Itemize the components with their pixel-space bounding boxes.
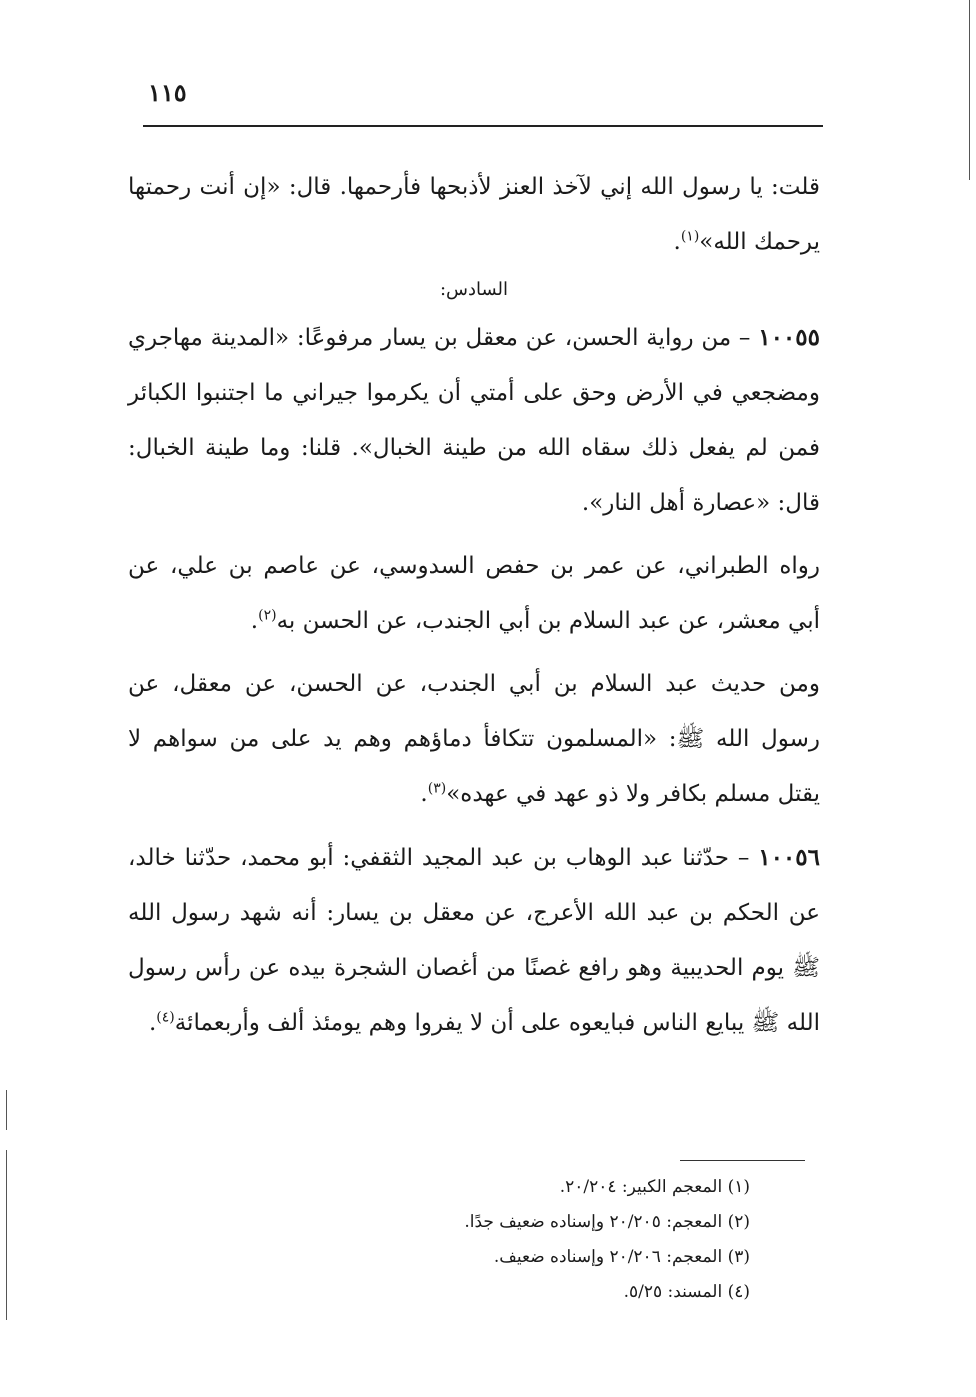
footnote-ref-1: (١) bbox=[680, 228, 700, 245]
scan-edge-mark bbox=[6, 1150, 7, 1320]
footnote-ref-3: (٣) bbox=[427, 780, 447, 797]
footnote-ref-2: (٢) bbox=[258, 607, 277, 624]
paragraph-2 bbox=[128, 310, 820, 531]
footnote-3: (٣) المعجم: ٢٠/٢٠٦ وإسناده ضعيف. bbox=[493, 1247, 750, 1267]
header-rule bbox=[143, 125, 823, 127]
footnote-4: (٤) المسند: ٥/٢٥. bbox=[623, 1282, 750, 1302]
section-title: السادس: bbox=[439, 279, 509, 300]
paragraph-1 bbox=[128, 160, 820, 270]
hadith-number-10055: ١٠٠٥٥ bbox=[758, 324, 820, 351]
paragraph-2-text: – من رواية الحسن، عن معقل بن يسار مرفوعًا: «المدينة مهاجري ومضجعي في الأرض وحق على أمتي أن يكرموا جيراني ما اجتنبوا الكبائر فمن لم يفعل ذلك سقاه الله من طينة الخبال». قلنا: وما طينة الخبال: قال: «عصارة أهل النار». bbox=[128, 325, 820, 516]
paragraph-3-end: . bbox=[250, 608, 259, 634]
page-number: ١١٥ bbox=[148, 78, 187, 107]
hadith-number-10056: ١٠٠٥٦ bbox=[758, 844, 820, 871]
scan-edge-mark bbox=[969, 0, 970, 180]
paragraph-5-end: . bbox=[148, 1010, 157, 1036]
body-text bbox=[128, 160, 820, 1051]
paragraph-1-end: . bbox=[673, 229, 681, 255]
footnote-2: (٢) المعجم: ٢٠/٢٠٥ وإسناده ضعيف جدًا. bbox=[464, 1212, 750, 1232]
paragraph-4-text: ومن حديث عبد السلام بن أبي الجندب، عن الحسن، عن معقل، عن رسول الله ﷺ: «المسلمون تتكافأ دماؤهم وهم يد على من سواهم لا يقتل مسلم بكافر ولا ذو عهد في عهده» bbox=[128, 671, 820, 807]
footnotes bbox=[300, 1170, 750, 1310]
paragraph-4-end: . bbox=[420, 781, 428, 807]
paragraph-3-text: رواه الطبراني، عن عمر بن حفص السدوسي، عن عاصم بن علي، عن أبي معشر، عن عبد السلام بن أبي الجندب، عن الحسن به bbox=[128, 553, 820, 634]
paragraph-4 bbox=[128, 657, 820, 822]
paragraph-1-text: قلت: يا رسول الله إني لآخذ العنز لأذبحها فأرحمها. قال: «إن أنت رحمتها يرحمك الله» bbox=[128, 174, 820, 255]
paragraph-3 bbox=[128, 539, 820, 649]
footnote-rule bbox=[680, 1160, 805, 1161]
footnote-ref-4: (٤) bbox=[156, 1009, 175, 1026]
paragraph-5-text: – حدّثنا عبد الوهاب بن عبد المجيد الثقفي: أبو محمد، حدّثنا خالد، عن الحكم بن عبد الله الأعرج، عن معقل بن يسار: أنه شهد رسول الله ﷺ يوم الحديبية وهو رافع غصنًا من أغصان الشجرة بيده عن رأس رسول الله ﷺ يبايع الناس فبايعوه على أن لا يفروا وهم يومئذ ألف وأربعمائة bbox=[128, 845, 820, 1036]
footnote-1: (١) المعجم الكبير: ٢٠/٢٠٤. bbox=[559, 1177, 750, 1197]
paragraph-5 bbox=[128, 830, 820, 1051]
scan-edge-mark bbox=[6, 1090, 7, 1130]
